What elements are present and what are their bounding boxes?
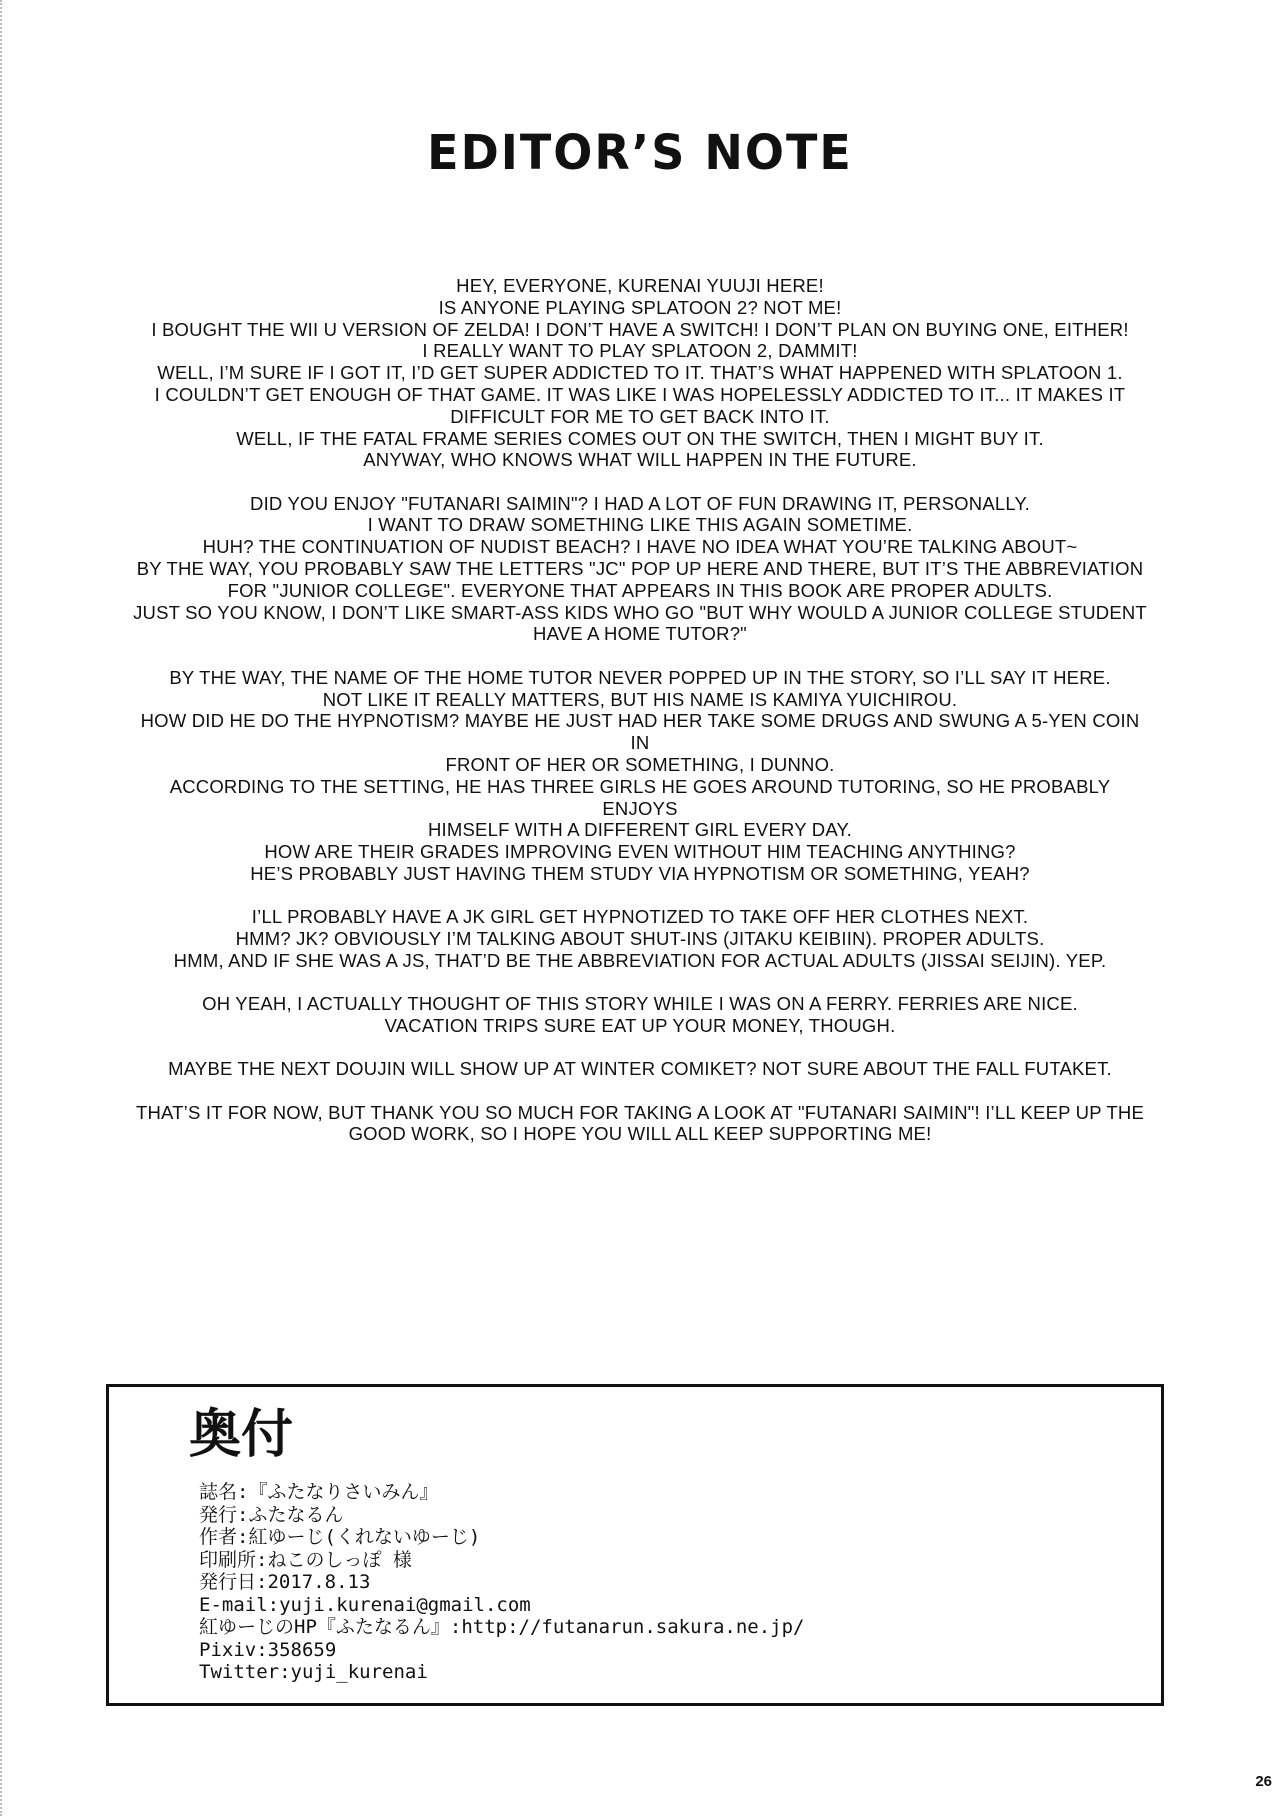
note-paragraph (130, 275, 1150, 471)
colophon-line-author: 作者:紅ゆーじ(くれないゆーじ) (199, 1526, 481, 1548)
note-line: HMM? JK? OBVIOUSLY I’M TALKING ABOUT SHUT-INS (JITAKU KEIBIIN). PROPER ADULTS. (235, 928, 1045, 950)
note-paragraph (130, 667, 1150, 885)
note-line: HMM, AND IF SHE WAS A JS, THAT’D BE THE ABBREVIATION FOR ACTUAL ADULTS (JISSAI SEIJIN). YEP. (173, 949, 1107, 971)
note-paragraph (130, 906, 1150, 971)
colophon-line-printer: 印刷所:ねこのしっぽ 様 (199, 1548, 412, 1571)
note-paragraph (130, 1058, 1150, 1080)
editors-note-body (130, 275, 1150, 1167)
note-line: NOT LIKE IT REALLY MATTERS, BUT HIS NAME IS KAMIYA YUICHIROU. (322, 688, 958, 710)
note-line: DIFFICULT FOR ME TO GET BACK INTO IT. (450, 405, 830, 427)
note-line: MAYBE THE NEXT DOUJIN WILL SHOW UP AT WINTER COMIKET? NOT SURE ABOUT THE FALL FUTAKET. (168, 1058, 1112, 1080)
page-title: EDITOR’S NOTE (427, 123, 853, 181)
note-line: WELL, I’M SURE IF I GOT IT, I’D GET SUPER ADDICTED TO IT. THAT’S WHAT HAPPENED WITH SPLATOON 1. (157, 362, 1123, 384)
colophon-line-twitter: Twitter:yuji_kurenai (199, 1661, 428, 1683)
note-line: HOW ARE THEIR GRADES IMPROVING EVEN WITHOUT HIM TEACHING ANYTHING? (264, 841, 1016, 863)
colophon-line-pixiv: Pixiv:358659 (199, 1638, 337, 1661)
note-line: HUH? THE CONTINUATION OF NUDIST BEACH? I HAVE NO IDEA WHAT YOU’RE TALKING ABOUT~ (202, 536, 1078, 558)
note-line: HOW DID HE DO THE HYPNOTISM? MAYBE HE JUST HAD HER TAKE SOME DRUGS AND SWUNG A 5-YEN COIN IN (140, 710, 1140, 754)
colophon-line-homepage: 紅ゆーじのHP『ふたなるん』:http://futanarun.sakura.ne.jp/ (199, 1616, 805, 1638)
colophon-box (106, 1384, 1164, 1706)
note-line: I REALLY WANT TO PLAY SPLATOON 2, DAMMIT! (422, 340, 858, 362)
note-line: HEY, EVERYONE, KURENAI YUUJI HERE! (456, 275, 824, 296)
note-line: BY THE WAY, THE NAME OF THE HOME TUTOR NEVER POPPED UP IN THE STORY, SO I’LL SAY IT HERE. (169, 666, 1111, 688)
note-line: BY THE WAY, YOU PROBABLY SAW THE LETTERS "JC" POP UP HERE AND THERE, BUT IT’S THE ABBREVIATION (136, 558, 1144, 580)
colophon-line-email: E-mail:yuji.kurenai@gmail.com (199, 1593, 531, 1616)
colophon-heading: 奥付 (189, 1404, 294, 1465)
note-line: HE’S PROBABLY JUST HAVING THEM STUDY VIA HYPNOTISM OR SOMETHING, YEAH? (250, 862, 1030, 884)
note-line: I’LL PROBABLY HAVE A JK GIRL GET HYPNOTIZED TO TAKE OFF HER CLOTHES NEXT. (251, 906, 1029, 928)
note-line: VACATION TRIPS SURE EAT UP YOUR MONEY, THOUGH. (384, 1014, 896, 1036)
note-line: ANYWAY, WHO KNOWS WHAT WILL HAPPEN IN THE FUTURE. (363, 449, 917, 471)
note-line: JUST SO YOU KNOW, I DON’T LIKE SMART-ASS KIDS WHO GO "BUT WHY WOULD A JUNIOR COLLEGE STUDENT (133, 601, 1147, 623)
note-line: ACCORDING TO THE SETTING, HE HAS THREE GIRLS HE GOES AROUND TUTORING, SO HE PROBABLY ENJOYS (169, 775, 1111, 819)
note-paragraph (130, 993, 1150, 1037)
colophon-line-publisher: 発行:ふたなるん (199, 1503, 344, 1526)
note-line: FRONT OF HER OR SOMETHING, I DUNNO. (445, 753, 835, 775)
note-line: I WANT TO DRAW SOMETHING LIKE THIS AGAIN SOMETIME. (367, 514, 913, 536)
note-line: WELL, IF THE FATAL FRAME SERIES COMES OUT ON THE SWITCH, THEN I MIGHT BUY IT. (236, 427, 1044, 449)
note-line: DID YOU ENJOY "FUTANARI SAIMIN"? I HAD A LOT OF FUN DRAWING IT, PERSONALLY. (250, 492, 1030, 514)
note-line: HIMSELF WITH A DIFFERENT GIRL EVERY DAY. (427, 819, 852, 841)
page-edge-dots (0, 0, 6, 1816)
note-paragraph (130, 1102, 1150, 1146)
note-line: OH YEAH, I ACTUALLY THOUGHT OF THIS STORY WHILE I WAS ON A FERRY. FERRIES ARE NICE. (202, 993, 1078, 1015)
note-paragraph (130, 493, 1150, 646)
colophon-line-date: 発行日:2017.8.13 (199, 1571, 371, 1593)
note-line: IS ANYONE PLAYING SPLATOON 2? NOT ME! (438, 296, 842, 318)
note-line: THAT’S IT FOR NOW, BUT THANK YOU SO MUCH FOR TAKING A LOOK AT "FUTANARI SAIMIN"! I’LL KEEP UP THE (135, 1101, 1145, 1123)
colophon-line-title: 誌名:『ふたなりさいみん』 (199, 1481, 439, 1503)
note-line: I BOUGHT THE WII U VERSION OF ZELDA! I DON’T HAVE A SWITCH! I DON’T PLAN ON BUYING ONE, EITHER! (151, 318, 1129, 340)
colophon-details (199, 1481, 805, 1684)
note-line: GOOD WORK, SO I HOPE YOU WILL ALL KEEP SUPPORTING ME! (348, 1123, 932, 1145)
note-line: FOR "JUNIOR COLLEGE". EVERYONE THAT APPEARS IN THIS BOOK ARE PROPER ADULTS. (227, 579, 1053, 601)
page-number: 26 (1255, 1773, 1272, 1790)
note-line: I COULDN’T GET ENOUGH OF THAT GAME. IT WAS LIKE I WAS HOPELESSLY ADDICTED TO IT... IT MAKES IT (154, 383, 1126, 405)
note-line: HAVE A HOME TUTOR?" (533, 623, 747, 645)
